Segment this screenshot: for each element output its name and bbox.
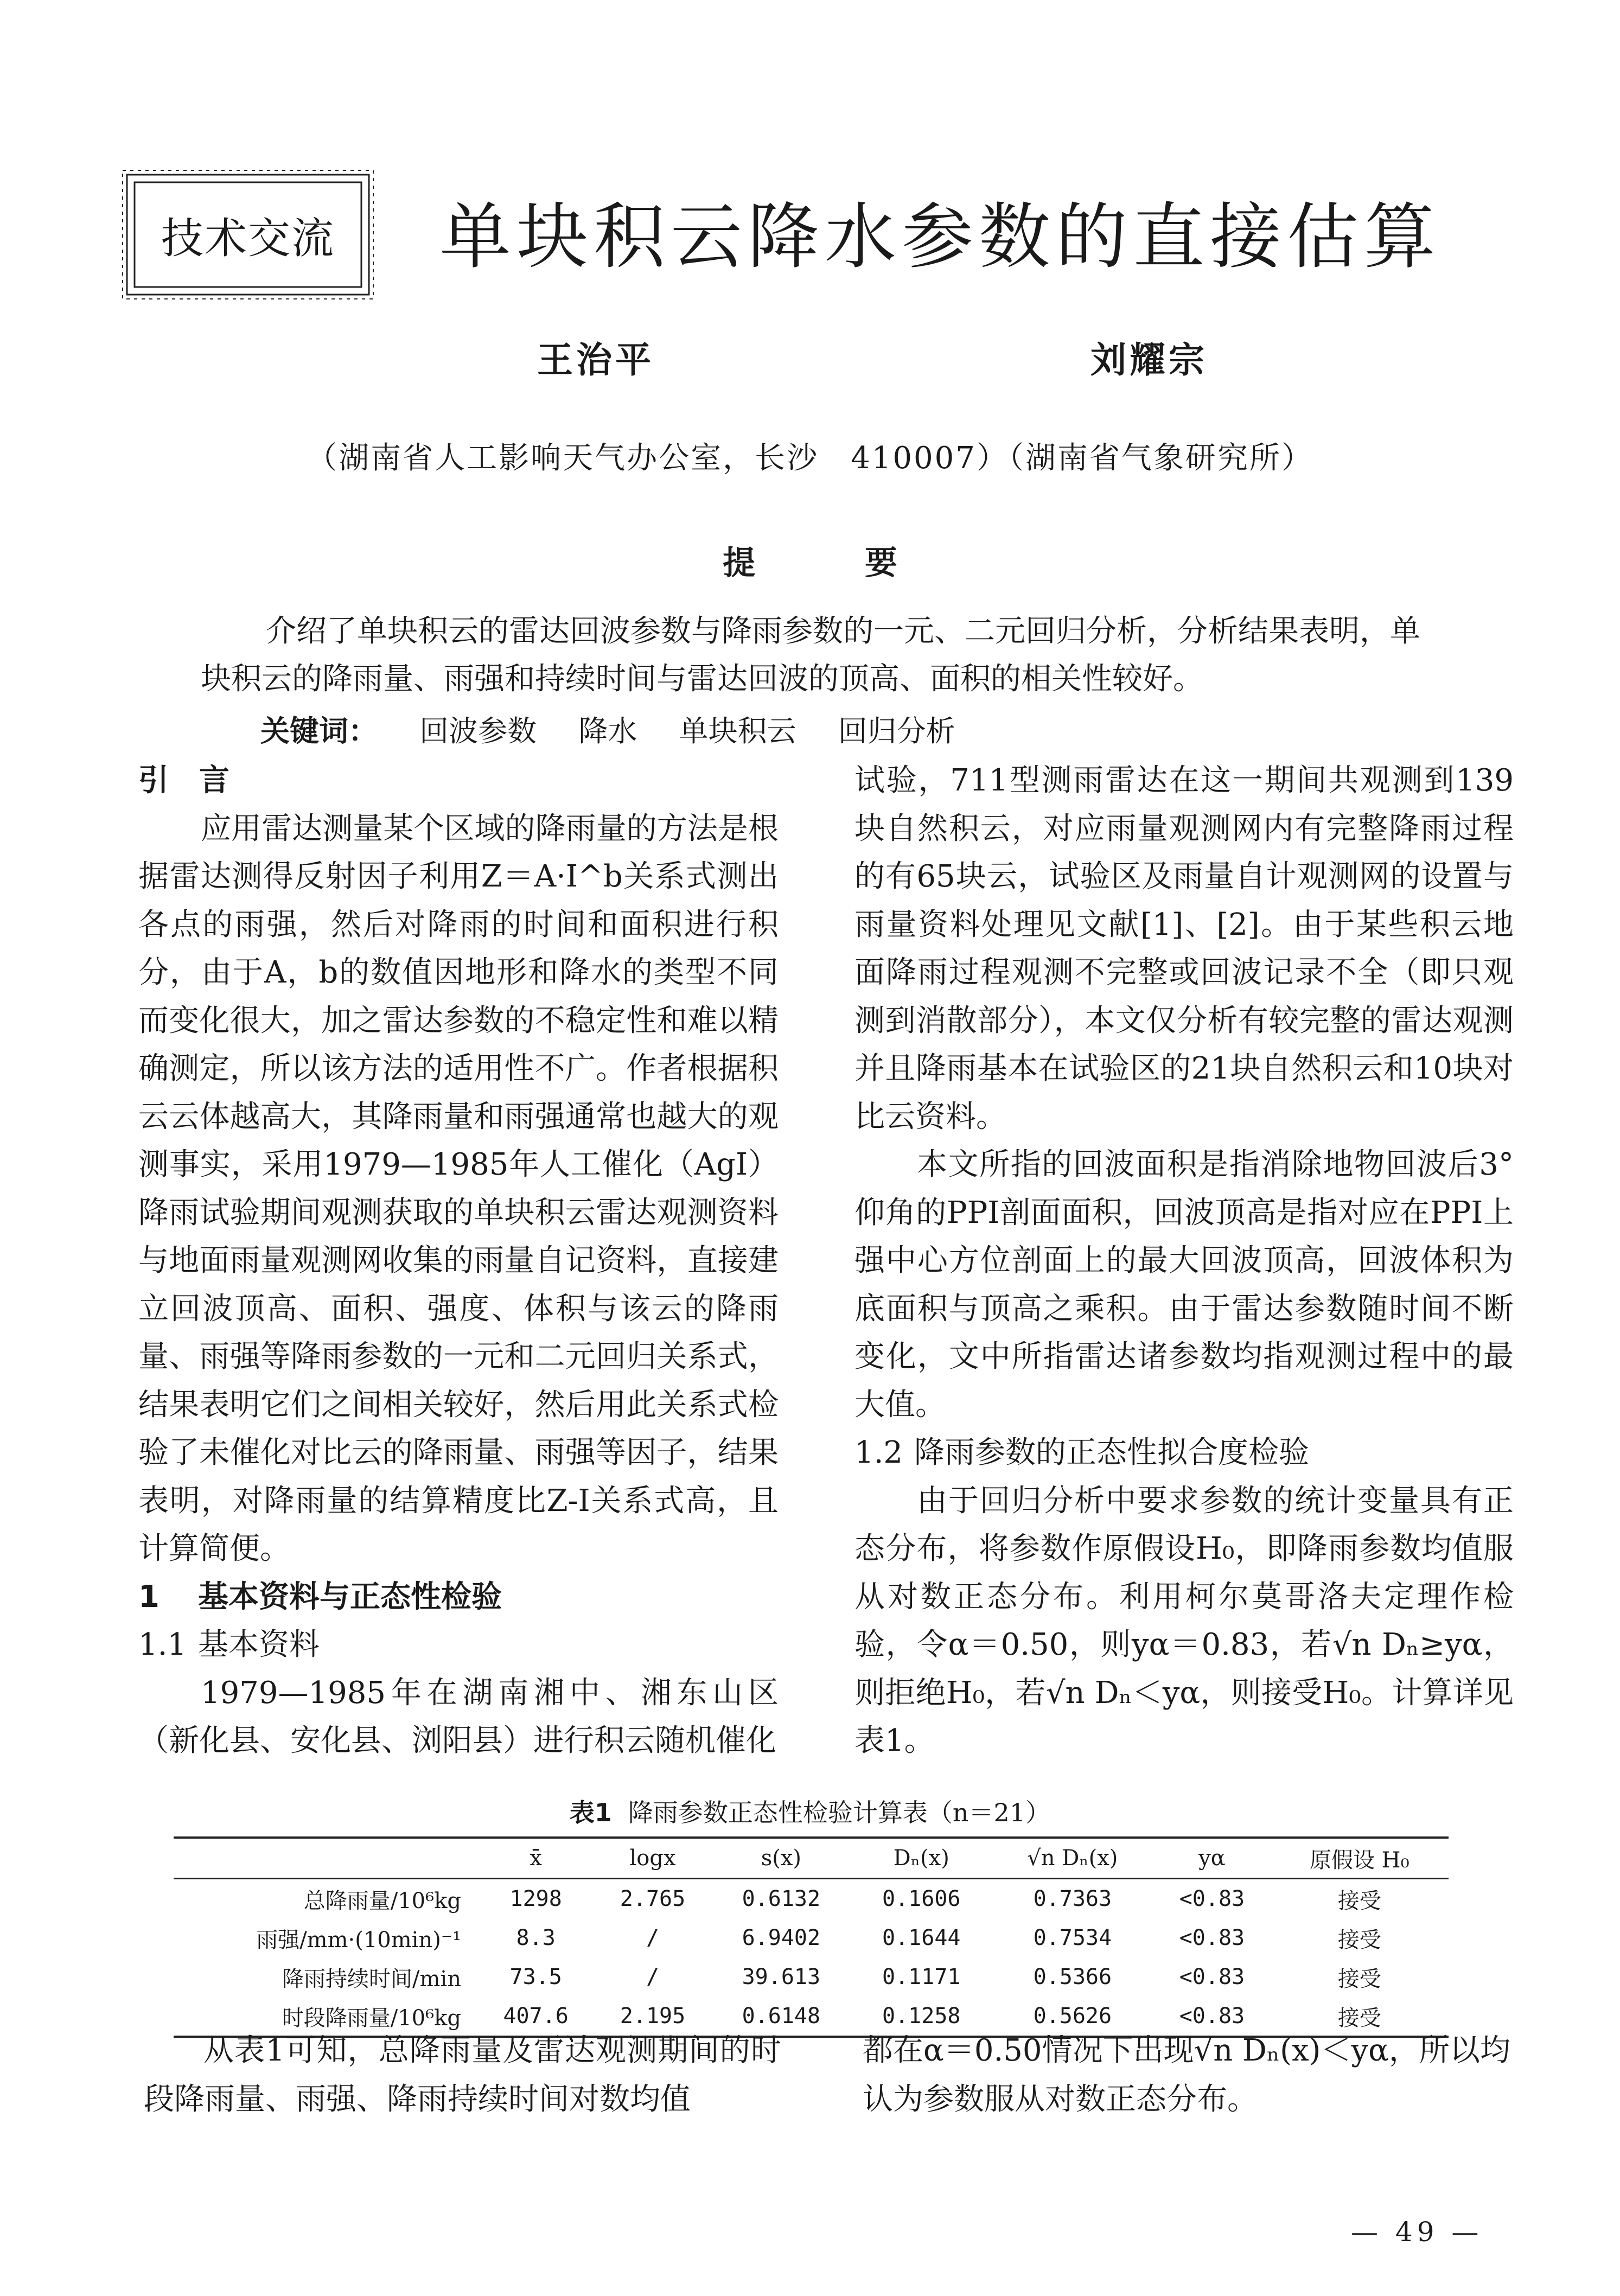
header-cell: logx bbox=[594, 1838, 711, 1879]
keyword: 回归分析 bbox=[838, 714, 955, 748]
table-cell: 0.1171 bbox=[882, 1965, 961, 1989]
table-cell: 接受 bbox=[1337, 1888, 1381, 1914]
table-cell: 时段降雨量/10⁶kg bbox=[174, 1997, 477, 2037]
table-cell: 降雨持续时间/min bbox=[282, 1966, 461, 1992]
paragraph: 本文所指的回波面积是指消除地物回波后3°仰角的PPI剖面面积，回波顶高是指对应在PPI上强中心方位剖面上的最大回波顶高，回波体积为底面积与顶高之乘积。由于雷达参数随时间不断变化，文中所指雷达诸参数均指观测过程中的最大值。 bbox=[854, 1147, 1514, 1423]
table-cell: 39.613 bbox=[742, 1965, 821, 1989]
table-cell: 6.9402 bbox=[742, 1925, 821, 1950]
abstract-text bbox=[201, 608, 1438, 703]
table-number: 表1 bbox=[569, 1798, 612, 1827]
table-cell: 2.195 bbox=[594, 1997, 711, 2037]
header-cell: yα bbox=[1153, 1838, 1270, 1879]
table-cell: <0.83 bbox=[1153, 1997, 1270, 2037]
table-cell: 0.6132 bbox=[742, 1886, 821, 1911]
header-cell: 原假设 H₀ bbox=[1271, 1838, 1449, 1879]
left-column bbox=[138, 757, 779, 1765]
section-1-1-paragraph: 1979—1985年在湖南湘中、湘东山区（新化县、安化县、浏阳县）进行积云随机催化 bbox=[138, 1675, 779, 1758]
keyword: 回波参数 bbox=[419, 714, 537, 748]
keywords-label: 关键词： bbox=[260, 714, 378, 748]
table-cell: 0.7363 bbox=[1033, 1886, 1112, 1911]
table-cell: 接受 bbox=[1337, 1966, 1381, 1992]
table-cell: 接受 bbox=[1271, 1997, 1449, 2037]
table-row bbox=[174, 1879, 1449, 1919]
table-cell: 0.6148 bbox=[711, 1997, 851, 2037]
header-cell bbox=[174, 1838, 477, 1879]
header-cell: √n Dₙ(x) bbox=[991, 1838, 1153, 1879]
table-cell: <0.83 bbox=[1179, 1886, 1245, 1911]
table-cell: <0.83 bbox=[1179, 1925, 1245, 1950]
bottom-left-text bbox=[144, 2026, 781, 2124]
table-cell: 8.3 bbox=[516, 1925, 556, 1950]
table-cell: 0.1606 bbox=[882, 1886, 961, 1911]
table-cell: 1298 bbox=[509, 1886, 562, 1911]
header-cell: Dₙ(x) bbox=[851, 1838, 991, 1879]
section-1-2-heading bbox=[854, 1429, 1514, 1477]
table-caption-text: 降雨参数正态性检验计算表（n＝21） bbox=[628, 1798, 1051, 1827]
section-number: 1.2 bbox=[854, 1435, 903, 1470]
section-1-1-heading bbox=[138, 1621, 779, 1669]
keyword: 单块积云 bbox=[679, 714, 796, 748]
table-cell: / bbox=[646, 1925, 660, 1950]
table-cell: 2.765 bbox=[620, 1886, 686, 1911]
abstract-heading-char-1: 提 bbox=[723, 544, 756, 582]
table-cell: <0.83 bbox=[1179, 1965, 1245, 1989]
table-cell: 总降雨量/10⁶kg bbox=[303, 1888, 461, 1914]
table-row bbox=[174, 1957, 1449, 1997]
table-cell: 0.1258 bbox=[851, 1997, 991, 2037]
table-cell: 73.5 bbox=[509, 1965, 562, 1989]
paragraph: 都在α＝0.50情况下出现√n Dₙ(x)＜yα，所以均认为参数服从对数正态分布。 bbox=[863, 2033, 1510, 2117]
bottom-right-text bbox=[863, 2026, 1514, 2124]
section-title: 基本资料与正态性检验 bbox=[198, 1579, 502, 1615]
table-cell: 接受 bbox=[1337, 1927, 1381, 1953]
table-cell: / bbox=[646, 1965, 660, 1989]
table-cell: 0.5626 bbox=[991, 1997, 1153, 2037]
section-1-heading bbox=[138, 1573, 779, 1622]
abstract-paragraph: 介绍了单块积云的雷达回波参数与降雨参数的一元、二元回归分析，分析结果表明，单块积云的降雨量、雨强和持续时间与雷达回波的顶高、面积的相关性较好。 bbox=[201, 614, 1420, 697]
author-2: 刘耀宗 bbox=[1090, 339, 1208, 381]
page-number: — 49 — bbox=[1351, 2216, 1483, 2248]
column-label-box bbox=[120, 168, 375, 301]
intro-heading: 引 言 bbox=[138, 763, 229, 798]
paragraph: 试验，711型测雨雷达在这一期间共观测到139块自然积云，对应雨量观测网内有完整降雨过程的有65块云，试验区及雨量自计观测网的设置与雨量资料处理见文献[1]、[2]。由于某些积云地面降雨过程观测不完整或回波记录不全（即只观测到消散部分），本文仅分析有较完整的雷达观测并且降雨基本在试验区的21块自然积云和10块对比云资料。 bbox=[854, 763, 1514, 1134]
section-title: 基本资料 bbox=[198, 1627, 320, 1662]
column-label: 技术交流 bbox=[161, 214, 335, 263]
section-number: 1 bbox=[138, 1579, 160, 1615]
table-row bbox=[174, 1918, 1449, 1957]
table-cell: 0.7534 bbox=[1033, 1925, 1112, 1950]
table-cell: 407.6 bbox=[477, 1997, 594, 2037]
affiliation: （湖南省人工影响天气办公室，长沙 410007）（湖南省气象研究所） bbox=[307, 441, 1313, 476]
abstract-heading-char-2: 要 bbox=[864, 544, 897, 582]
table-cell: 0.1644 bbox=[882, 1925, 961, 1950]
intro-paragraph: 应用雷达测量某个区域的降雨量的方法是根据雷达测得反射因子利用Z＝A·I^b关系式测出各点的雨强，然后对降雨的时间和面积进行积分，由于A，b的数值因地形和降水的类型不同而变化很大，加之雷达参数的不稳定性和难以精确测定，所以该方法的适用性不广。作者根据积云云体越高大，其降雨量和雨强通常也越大的观测事实，采用1979—1985年人工催化（AgI）降雨试验期间观测获取的单块积云雷达观测资料与地面雨量观测网收集的雨量自记资料，直接建立回波顶高、面积、强度、体积与该云的降雨量、雨强等降雨参数的一元和二元回归关系式，结果表明它们之间相关较好，然后用此关系式检验了未催化对比云的降雨量、雨强等因子，结果表明，对降雨量的结算精度比Z-I关系式高，且计算简便。 bbox=[138, 811, 779, 1566]
table-cell: 雨强/mm·(10min)⁻¹ bbox=[256, 1927, 461, 1953]
section-title: 降雨参数的正态性拟合度检验 bbox=[914, 1435, 1309, 1470]
table-cell: 0.5366 bbox=[1033, 1965, 1112, 1989]
paper-title: 单块积云降水参数的直接估算 bbox=[439, 195, 1441, 279]
author-1: 王治平 bbox=[537, 339, 654, 381]
abstract-heading bbox=[0, 537, 1620, 584]
keyword: 降水 bbox=[578, 714, 637, 748]
data-table bbox=[174, 1836, 1449, 2038]
header-cell: x̄ bbox=[477, 1838, 594, 1879]
table-caption bbox=[0, 1793, 1620, 1829]
keywords bbox=[260, 708, 955, 750]
paragraph: 由于回归分析中要求参数的统计变量具有正态分布，将参数作原假设H₀，即降雨参数均值服从对数正态分布。利用柯尔莫哥洛夫定理作检验，令α＝0.50，则yα＝0.83，若√n Dₙ≥yα，则拒绝H₀，若√n Dₙ＜yα，则接受H₀。计算详见表1。 bbox=[854, 1483, 1514, 1758]
paragraph: 从表1可知，总降雨量及雷达观测期间的时段降雨量、雨强、降雨持续时间对数均值 bbox=[144, 2033, 781, 2117]
header-cell: s(x) bbox=[711, 1838, 851, 1879]
right-column bbox=[854, 757, 1514, 1765]
table-header-row bbox=[174, 1838, 1449, 1879]
section-number: 1.1 bbox=[138, 1627, 187, 1662]
